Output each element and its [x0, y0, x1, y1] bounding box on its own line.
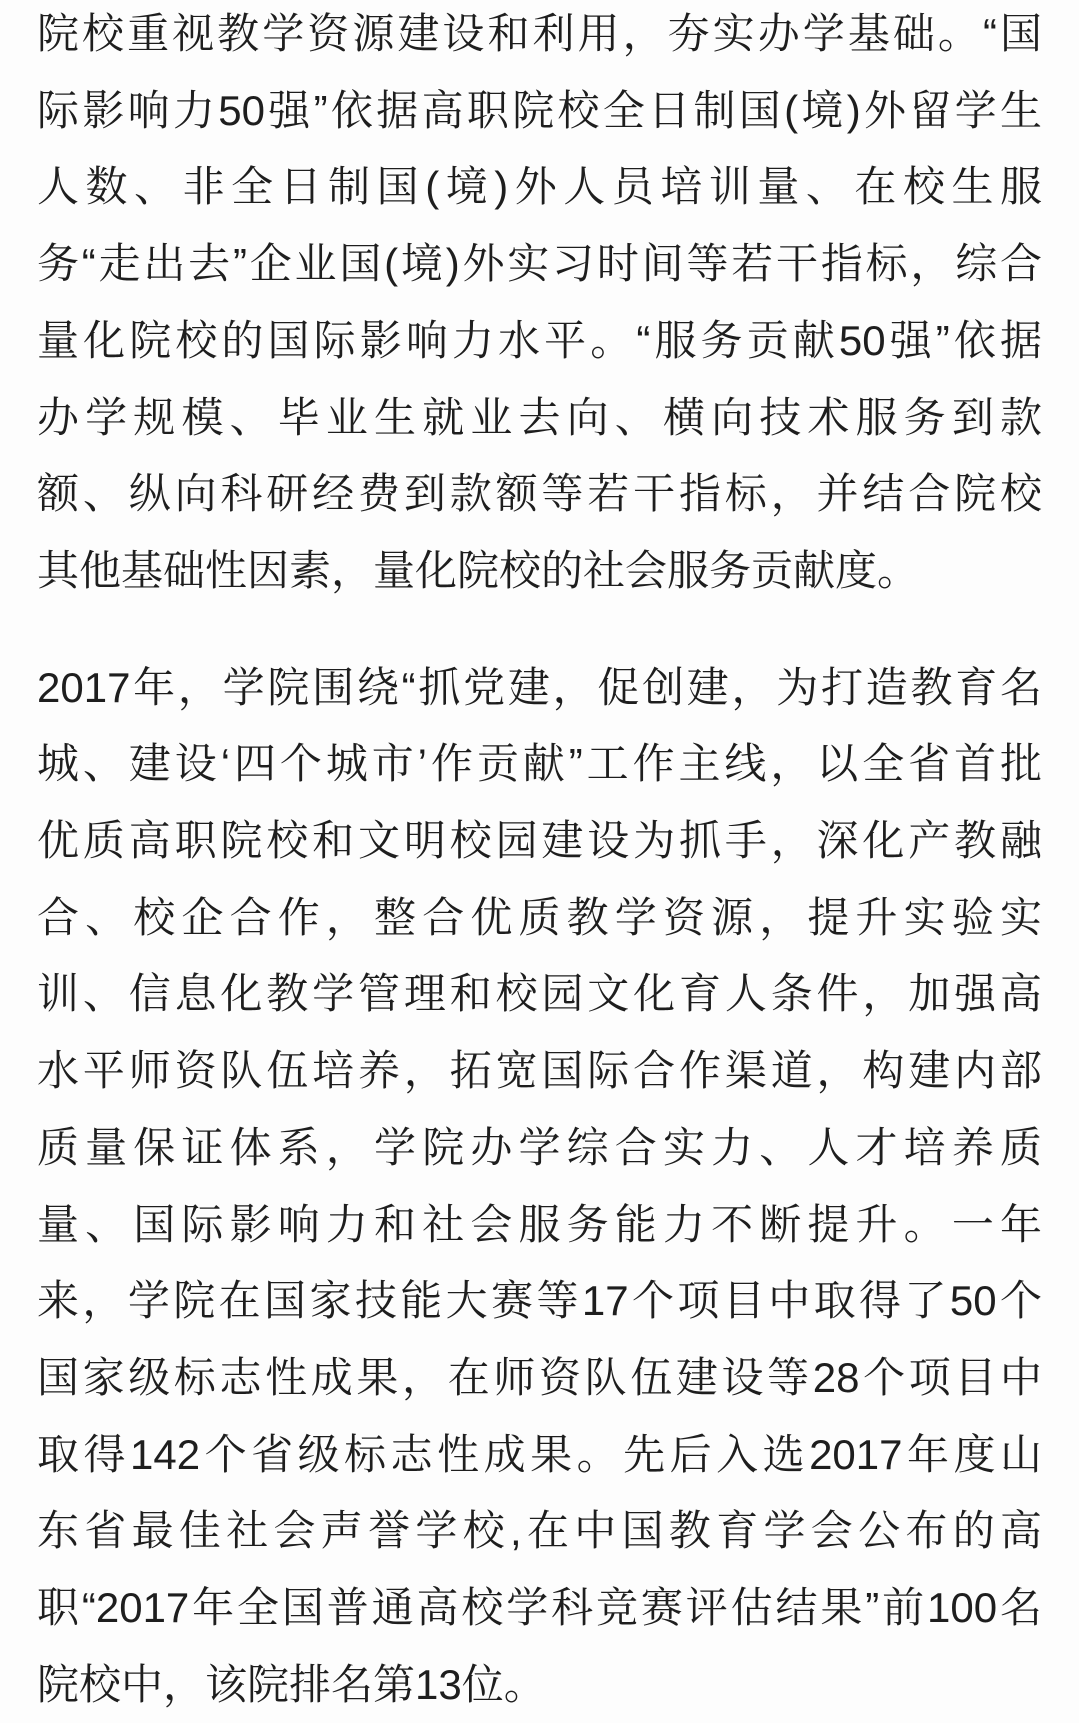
text-line: 务“走出去”企业国(境)外实习时间等若干指标，综合 [37, 240, 1042, 288]
text-line: 优质高职院校和文明校园建设为抓手，深化产教融 [37, 817, 1042, 865]
text-line: 国家级标志性成果，在师资队伍建设等28个项目中 [37, 1353, 1042, 1401]
text-line: 额、纵向科研经费到款额等若干指标，并结合院校 [37, 470, 1042, 518]
text-line: 量、国际影响力和社会服务能力不断提升。一年 [37, 1200, 1042, 1248]
text-line: 训、信息化教学管理和校园文化育人条件，加强高 [37, 970, 1042, 1018]
text-line: 质量保证体系，学院办学综合实力、人才培养质 [37, 1123, 1042, 1171]
text-line: 院校重视教学资源建设和利用，夯实办学基础。“国 [37, 10, 1042, 57]
text-line: 办学规模、毕业生就业去向、横向技术服务到款 [37, 393, 1042, 441]
text-line: 人数、非全日制国(境)外人员培训量、在校生服 [37, 163, 1042, 211]
text-line: 东省最佳社会声誉学校,在中国教育学会公布的高 [37, 1507, 1042, 1555]
paragraph-2017-achievements [37, 650, 1042, 1723]
text-line: 合、校企合作，整合优质教学资源，提升实验实 [37, 893, 1042, 941]
text-line: 来，学院在国家技能大赛等17个项目中取得了50个 [37, 1277, 1042, 1325]
text-line: 水平师资队伍培养，拓宽国际合作渠道，构建内部 [37, 1047, 1042, 1095]
paragraph-rankings-criteria [37, 0, 1042, 610]
text-line: 量化院校的国际影响力水平。“服务贡献50强”依据 [37, 316, 1042, 364]
text-line: 际影响力50强”依据高职院校全日制国(境)外留学生 [37, 86, 1042, 134]
text-line: 职“2017年全国普通高校学科竞赛评估结果”前100名 [37, 1584, 1042, 1632]
text-line: 2017年，学院围绕“抓党建，促创建，为打造教育名 [37, 663, 1042, 711]
text-line: 取得142个省级标志性成果。先后入选2017年度山 [37, 1430, 1042, 1478]
text-line: 院校中，该院排名第13位。 [37, 1660, 546, 1708]
text-line: 城、建设‘四个城市’作贡献”工作主线，以全省首批 [37, 740, 1042, 788]
text-line: 其他基础性因素，量化院校的社会服务贡献度。 [37, 546, 920, 594]
